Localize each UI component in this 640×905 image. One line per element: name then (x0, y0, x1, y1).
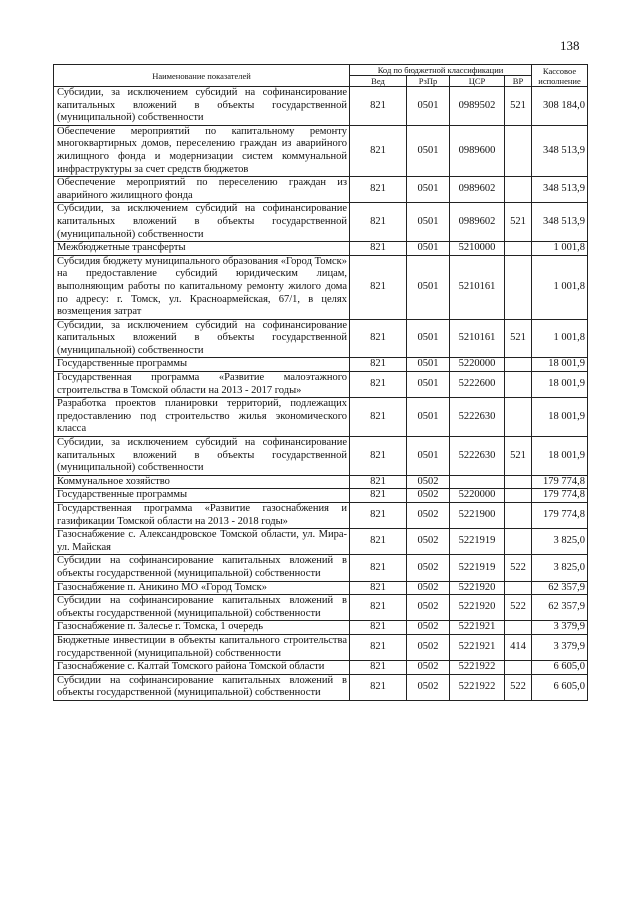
cell-ved: 821 (350, 398, 407, 437)
table-row (54, 372, 588, 398)
header-rzpr: РзПр (407, 76, 450, 87)
cell-ved: 821 (350, 358, 407, 372)
cell-ved: 821 (350, 242, 407, 256)
budget-table (53, 64, 588, 701)
cell-ved: 821 (350, 621, 407, 635)
cell-rzpr: 0502 (407, 529, 450, 555)
cell-name: Субсидии, за исключением субсидий на софинансирование капитальных вложений в объекты государственной (муниципальной) собственности (54, 87, 350, 126)
cell-amount: 6 605,0 (532, 661, 588, 675)
cell-csr: 0989602 (450, 177, 505, 203)
cell-vr: 522 (505, 595, 532, 621)
cell-ved: 821 (350, 319, 407, 358)
cell-amount: 18 001,9 (532, 372, 588, 398)
table-row (54, 177, 588, 203)
cell-rzpr: 0502 (407, 674, 450, 700)
cell-amount: 348 513,9 (532, 203, 588, 242)
table-row (54, 255, 588, 319)
cell-vr (505, 125, 532, 176)
cell-name: Субсидии, за исключением субсидий на софинансирование капитальных вложений в объекты государственной (муниципальной) собственности (54, 203, 350, 242)
table-row (54, 398, 588, 437)
table-row (54, 503, 588, 529)
cell-vr (505, 177, 532, 203)
cell-rzpr: 0501 (407, 358, 450, 372)
cell-csr: 5222630 (450, 398, 505, 437)
table-row (54, 87, 588, 126)
cell-rzpr: 0501 (407, 319, 450, 358)
cell-rzpr: 0501 (407, 255, 450, 319)
cell-name: Субсидия бюджету муниципального образования «Город Томск» на предоставление субсидий юридическим лицам, выполняющим работы по капитальному ремонту жилого дома по адресу: г. Томск, ул. Красноармейская, 67/1, в целях возмещения затрат (54, 255, 350, 319)
table-row (54, 437, 588, 476)
cell-amount: 62 357,9 (532, 595, 588, 621)
cell-vr (505, 398, 532, 437)
cell-name: Газоснабжение с. Калтай Томского района Томской области (54, 661, 350, 675)
table-row (54, 358, 588, 372)
cell-name: Обеспечение мероприятий по капитальному ремонту многоквартирных домов, переселению граждан из аварийного жилищного фонда и модернизации систем коммунальной инфраструктуры за счет средств бюджетов (54, 125, 350, 176)
cell-csr: 5221922 (450, 661, 505, 675)
cell-amount: 179 774,8 (532, 503, 588, 529)
cell-rzpr: 0502 (407, 634, 450, 660)
cell-amount: 3 379,9 (532, 634, 588, 660)
table-row (54, 475, 588, 489)
cell-csr: 5221920 (450, 595, 505, 621)
cell-rzpr: 0501 (407, 398, 450, 437)
cell-name: Межбюджетные трансферты (54, 242, 350, 256)
cell-ved: 821 (350, 203, 407, 242)
cell-csr: 5221921 (450, 621, 505, 635)
cell-name: Обеспечение мероприятий по переселению граждан из аварийного жилищного фонда (54, 177, 350, 203)
cell-vr (505, 529, 532, 555)
cell-ved: 821 (350, 177, 407, 203)
cell-csr: 5210000 (450, 242, 505, 256)
cell-csr: 5210161 (450, 319, 505, 358)
cell-csr: 0989502 (450, 87, 505, 126)
cell-amount: 348 513,9 (532, 125, 588, 176)
header-code-group: Код по бюджетной классификации (350, 65, 532, 76)
cell-amount: 179 774,8 (532, 489, 588, 503)
cell-name: Коммунальное хозяйство (54, 475, 350, 489)
cell-csr: 5221922 (450, 674, 505, 700)
header-vr: ВР (505, 76, 532, 87)
cell-amount: 1 001,8 (532, 255, 588, 319)
cell-rzpr: 0501 (407, 125, 450, 176)
cell-name: Бюджетные инвестиции в объекты капитального строительства государственной (муниципальной) собственности (54, 634, 350, 660)
cell-amount: 179 774,8 (532, 475, 588, 489)
cell-name: Газоснабжение п. Залесье г. Томска, 1 очередь (54, 621, 350, 635)
cell-rzpr: 0502 (407, 555, 450, 581)
cell-rzpr: 0501 (407, 372, 450, 398)
cell-ved: 821 (350, 437, 407, 476)
table-row (54, 242, 588, 256)
cell-name: Государственные программы (54, 358, 350, 372)
table-row (54, 125, 588, 176)
cell-name: Субсидии, за исключением субсидий на софинансирование капитальных вложений в объекты государственной (муниципальной) собственности (54, 319, 350, 358)
cell-rzpr: 0502 (407, 475, 450, 489)
cell-rzpr: 0502 (407, 621, 450, 635)
cell-ved: 821 (350, 529, 407, 555)
cell-ved: 821 (350, 255, 407, 319)
cell-csr: 5210161 (450, 255, 505, 319)
cell-amount: 1 001,8 (532, 242, 588, 256)
cell-vr (505, 661, 532, 675)
cell-ved: 821 (350, 555, 407, 581)
cell-ved: 821 (350, 661, 407, 675)
cell-vr (505, 581, 532, 595)
cell-name: Субсидии, за исключением субсидий на софинансирование капитальных вложений в объекты государственной (муниципальной) собственности (54, 437, 350, 476)
table-row (54, 621, 588, 635)
table-row (54, 203, 588, 242)
cell-vr: 521 (505, 87, 532, 126)
cell-ved: 821 (350, 475, 407, 489)
table-row (54, 674, 588, 700)
cell-rzpr: 0502 (407, 661, 450, 675)
cell-ved: 821 (350, 595, 407, 621)
cell-ved: 821 (350, 125, 407, 176)
cell-amount: 62 357,9 (532, 581, 588, 595)
cell-csr: 5220000 (450, 358, 505, 372)
cell-csr: 5221919 (450, 555, 505, 581)
cell-amount: 348 513,9 (532, 177, 588, 203)
cell-rzpr: 0501 (407, 177, 450, 203)
cell-name: Разработка проектов планировки территорий, подлежащих предоставлению под строительство жилья экономического класса (54, 398, 350, 437)
cell-vr (505, 621, 532, 635)
cell-vr: 414 (505, 634, 532, 660)
cell-ved: 821 (350, 87, 407, 126)
cell-csr: 5222600 (450, 372, 505, 398)
table-row (54, 319, 588, 358)
cell-csr: 5222630 (450, 437, 505, 476)
cell-amount: 3 825,0 (532, 555, 588, 581)
cell-csr: 0989602 (450, 203, 505, 242)
cell-name: Субсидии на софинансирование капитальных вложений в объекты государственной (муниципальной) собственности (54, 555, 350, 581)
table-row (54, 581, 588, 595)
header-amount: Кассовое исполнение (532, 65, 588, 87)
cell-csr: 5221919 (450, 529, 505, 555)
cell-ved: 821 (350, 634, 407, 660)
cell-csr: 0989600 (450, 125, 505, 176)
budget-table-container (53, 64, 587, 701)
cell-rzpr: 0502 (407, 489, 450, 503)
cell-vr: 521 (505, 319, 532, 358)
header-row-top (54, 65, 588, 76)
cell-ved: 821 (350, 372, 407, 398)
cell-amount: 18 001,9 (532, 437, 588, 476)
cell-amount: 18 001,9 (532, 398, 588, 437)
cell-csr (450, 475, 505, 489)
cell-csr: 5221920 (450, 581, 505, 595)
cell-amount: 308 184,0 (532, 87, 588, 126)
cell-vr: 521 (505, 437, 532, 476)
cell-name: Газоснабжение с. Александровское Томской области, ул. Мира-ул. Майская (54, 529, 350, 555)
table-row (54, 595, 588, 621)
cell-amount: 3 379,9 (532, 621, 588, 635)
table-row (54, 529, 588, 555)
cell-csr: 5220000 (450, 489, 505, 503)
table-row (54, 661, 588, 675)
header-csr: ЦСР (450, 76, 505, 87)
cell-name: Государственная программа «Развитие газоснабжения и газификации Томской области на 2013 - 2018 годы» (54, 503, 350, 529)
cell-rzpr: 0502 (407, 595, 450, 621)
cell-amount: 1 001,8 (532, 319, 588, 358)
cell-name: Государственные программы (54, 489, 350, 503)
cell-ved: 821 (350, 674, 407, 700)
cell-csr: 5221900 (450, 503, 505, 529)
cell-ved: 821 (350, 503, 407, 529)
cell-vr (505, 255, 532, 319)
cell-vr (505, 475, 532, 489)
cell-vr: 522 (505, 674, 532, 700)
cell-name: Государственная программа «Развитие малоэтажного строительства в Томской области на 2013 - 2017 годы» (54, 372, 350, 398)
cell-rzpr: 0501 (407, 87, 450, 126)
cell-vr (505, 372, 532, 398)
cell-name: Газоснабжение п. Аникино МО «Город Томск» (54, 581, 350, 595)
cell-vr (505, 242, 532, 256)
table-row (54, 634, 588, 660)
table-row (54, 555, 588, 581)
header-ved: Вед (350, 76, 407, 87)
page-number: 138 (560, 38, 580, 53)
cell-amount: 6 605,0 (532, 674, 588, 700)
cell-amount: 18 001,9 (532, 358, 588, 372)
cell-amount: 3 825,0 (532, 529, 588, 555)
cell-rzpr: 0501 (407, 203, 450, 242)
cell-rzpr: 0502 (407, 503, 450, 529)
cell-ved: 821 (350, 489, 407, 503)
cell-vr (505, 358, 532, 372)
cell-rzpr: 0501 (407, 242, 450, 256)
cell-name: Субсидии на софинансирование капитальных вложений в объекты государственной (муниципальной) собственности (54, 595, 350, 621)
table-body (54, 87, 588, 701)
cell-vr (505, 503, 532, 529)
table-row (54, 489, 588, 503)
cell-vr: 521 (505, 203, 532, 242)
cell-vr (505, 489, 532, 503)
cell-csr: 5221921 (450, 634, 505, 660)
cell-vr: 522 (505, 555, 532, 581)
header-name: Наименование показателей (54, 65, 350, 87)
cell-ved: 821 (350, 581, 407, 595)
cell-rzpr: 0501 (407, 437, 450, 476)
cell-name: Субсидии на софинансирование капитальных вложений в объекты государственной (муниципальной) собственности (54, 674, 350, 700)
cell-rzpr: 0502 (407, 581, 450, 595)
